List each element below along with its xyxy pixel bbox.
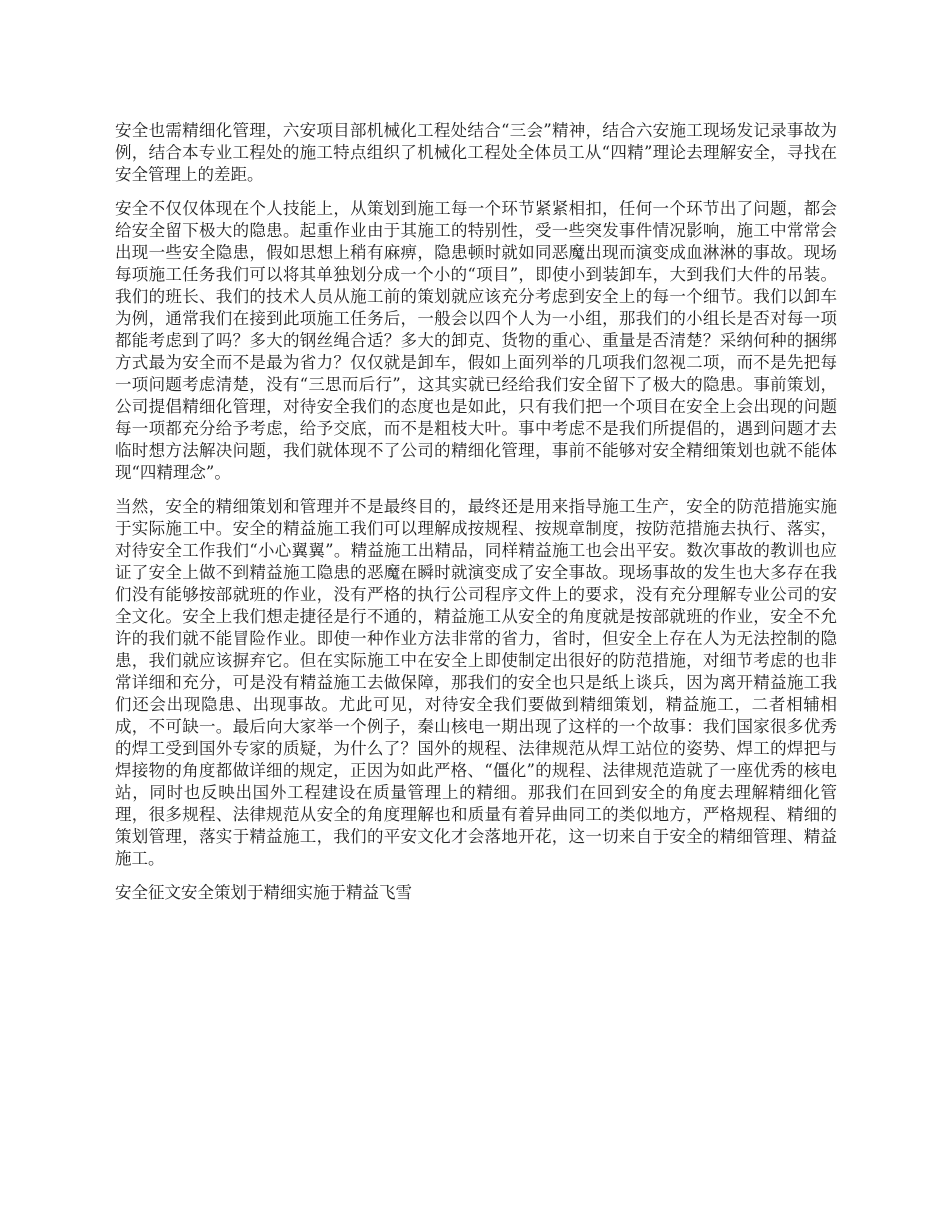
paragraph-construction: 当然，安全的精细策划和管理并不是最终目的，最终还是用来指导施工生产，安全的防范措施实施于实际施工中。安全的精益施工我们可以理解成按规程、按规章制度，按防范措施去执行、落实，对待安全工作我们“小心翼翼”。精益施工出精品，同样精益施工也会出平安。数次事故的教训也应证了安全上做不到精益施工隐患的恶魔在瞬时就演变成了安全事故。现场事故的发生也大多存在我们没有能够按部就班的作业，没有严格的执行公司程序文件上的要求，没有充分理解专业公司的安全文化。安全上我们想走捷径是行不通的，精益施工从安全的角度就是按部就班的作业，安全不允许的我们就不能冒险作业。即使一种作业方法非常的省力，省时，但安全上存在人为无法控制的隐患，我们就应该摒弃它。但在实际施工中在安全上即使制定出很好的防范措施，对细节考虑的也非常详细和充分，可是没有精益施工去做保障，那我们的安全也只是纸上谈兵，因为离开精益施工我们还会出现隐患、出现事故。尤此可见，对待安全我们要做到精细策划，精益施工，二者相辅相成，不可缺一。最后向大家举一个例子，秦山核电一期出现了这样的一个故事：我们国家很多优秀的焊工受到国外专家的质疑，为什么了？国外的规程、法律规范从焊工站位的姿势、焊工的焊把与焊接物的角度都做详细的规定，正因为如此严格、“僵化”的规程、法律规范造就了一座优秀的核电站，同时也反映出国外工程建设在质量管理上的精细。那我们在回到安全的角度去理解精细化管理，很多规程、法律规范从安全的角度理解也和质量有着异曲同工的类似地方，严格规程、精细的策划管理，落实于精益施工，我们的平安文化才会落地开花，这一切来自于安全的精细管理、精益施工。	[115, 497, 837, 868]
document-body	[115, 120, 837, 916]
paragraph-planning: 安全不仅仅体现在个人技能上，从策划到施工每一个环节紧紧相扣，任何一个环节出了问题，都会给安全留下极大的隐患。起重作业由于其施工的特别性，受一些突发事件情况影响，施工中常常会出现一些安全隐患，假如思想上稍有麻痹，隐患顿时就如同恶魔出现而演变成血淋淋的事故。现场每项施工任务我们可以将其单独划分成一个小的“项目”，即使小到装卸车，大到我们大件的吊装。我们的班长、我们的技术人员从施工前的策划就应该充分考虑到安全上的每一个细节。我们以卸车为例，通常我们在接到此项施工任务后，一般会以四个人为一小组，那我们的小组长是否对每一项都能考虑到了吗？多大的钢丝绳合适？多大的卸克、货物的重心、重量是否清楚？采纳何种的捆绑方式最为安全而不是最为省力？仅仅就是卸车，假如上面列举的几项我们忽视二项，而不是先把每一项问题考虑清楚，没有“三思而后行”，这其实就已经给我们安全留下了极大的隐患。事前策划，公司提倡精细化管理，对待安全我们的态度也是如此，只有我们把一个项目在安全上会出现的问题每一项都充分给予考虑，给予交底，而不是粗枝大叶。事中考虑不是我们所提倡的，遇到问题才去临时想方法解决问题，我们就体现不了公司的精细化管理，事前不能够对安全精细策划也就不能体现“四精理念”。	[115, 199, 837, 482]
paragraph-title-line: 安全征文安全策划于精细实施于精益飞雪	[115, 883, 412, 902]
paragraph-intro: 安全也需精细化管理，六安项目部机械化工程处结合“三会”精神，结合六安施工现场发记录事故为例，结合本专业工程处的施工特点组织了机械化工程处全体员工从“四精”理论去理解安全，寻找在安全管理上的差距。	[115, 121, 837, 184]
